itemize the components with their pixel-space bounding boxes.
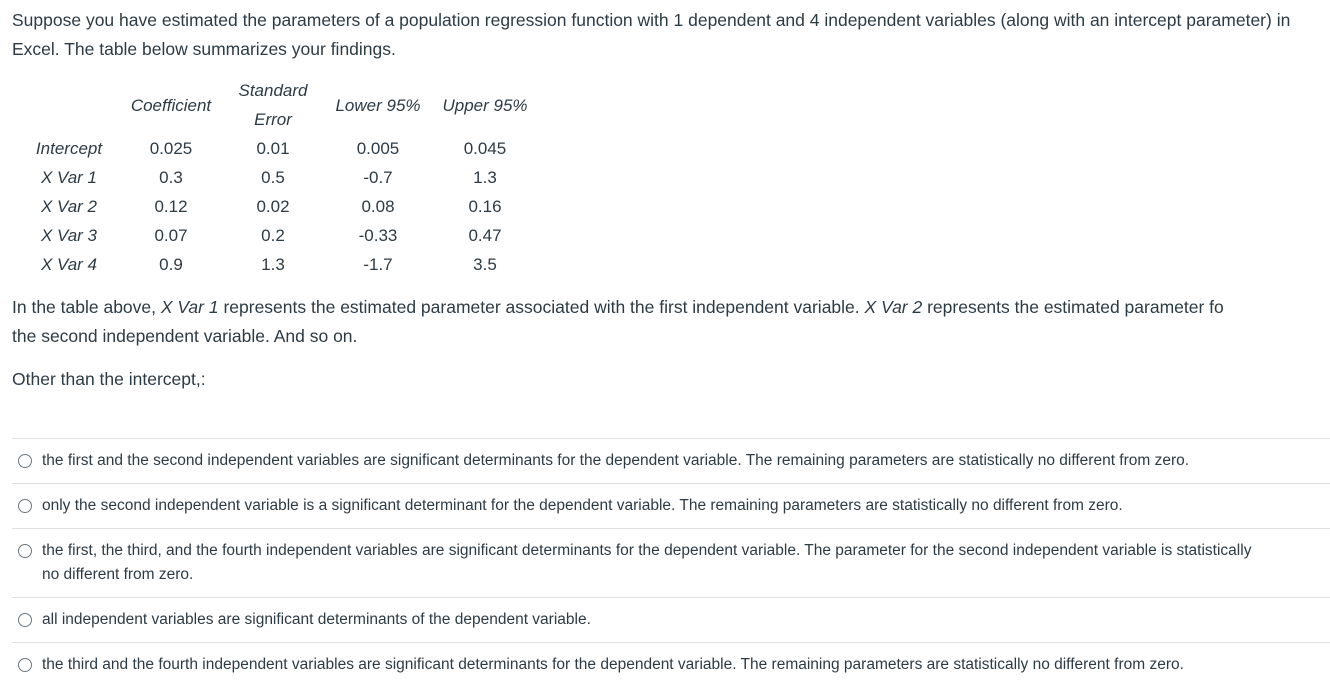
header-coefficient: Coefficient xyxy=(130,95,212,115)
table-header-row xyxy=(18,76,538,134)
table-cell: -1.7 xyxy=(363,254,393,274)
row-label: X Var 4 xyxy=(40,254,98,274)
table-cell: 0.16 xyxy=(468,196,502,216)
table-cell: 1.3 xyxy=(261,254,285,274)
row-label: X Var 2 xyxy=(40,196,98,216)
header-lower-95: Lower 95% xyxy=(335,95,421,115)
answer-text: all independent variables are significant determinants of the dependent variable. xyxy=(42,611,591,628)
table-cell: 0.07 xyxy=(154,225,188,245)
row-label: Intercept xyxy=(35,138,103,158)
explanation-var-name: X Var 1 xyxy=(160,297,219,317)
answer-option[interactable] xyxy=(12,483,1330,528)
table-row xyxy=(18,192,538,221)
row-label: X Var 3 xyxy=(40,225,98,245)
explanation-text: represents the estimated parameter fo xyxy=(922,297,1224,317)
header-upper-95: Upper 95% xyxy=(442,95,528,115)
radio-button[interactable] xyxy=(18,454,32,468)
table-row xyxy=(18,134,538,163)
answer-text: only the second independent variable is a significant determinant for the dependent variable. The remaining parameters are statistically no different from zero. xyxy=(42,497,1123,514)
table-cell: 0.045 xyxy=(463,138,507,158)
table-cell: -0.33 xyxy=(358,225,398,245)
table-cell: 1.3 xyxy=(473,167,497,187)
answer-text: the third and the fourth independent variables are significant determinants for the dependent variable. The remaining parameters are statistically no different from zero. xyxy=(42,656,1184,673)
table-row xyxy=(18,163,538,192)
answer-option[interactable] xyxy=(12,528,1330,597)
table-cell: 3.5 xyxy=(473,254,497,274)
explanation-line-1 xyxy=(12,293,1322,322)
table-cell: 0.02 xyxy=(256,196,290,216)
explanation-line-2: the second independent variable. And so on. xyxy=(12,326,358,346)
answer-text: the first and the second independent variables are significant determinants for the dependent variable. The remaining parameters are statistically no different from zero. xyxy=(42,452,1190,469)
table-cell: 0.12 xyxy=(154,196,188,216)
radio-button[interactable] xyxy=(18,658,32,672)
question-intro: Suppose you have estimated the parameters of a population regression function with 1 dependent and 4 independent variables (along with an intercept parameter) in Excel. The table below summarizes your findings. xyxy=(12,10,1291,59)
table-row xyxy=(18,250,538,279)
table-row xyxy=(18,221,538,250)
answer-text: the first, the third, and the fourth independent variables are significant determinants for the dependent variable. The parameter for the second independent variable is statistically no different from zero. xyxy=(42,542,1252,583)
question-prompt: Other than the intercept,: xyxy=(12,369,206,389)
answer-options xyxy=(12,438,1330,687)
table-cell: 0.01 xyxy=(256,138,290,158)
table-cell: 0.025 xyxy=(149,138,193,158)
answer-option[interactable] xyxy=(12,597,1330,642)
answer-option[interactable] xyxy=(12,438,1330,483)
table-cell: 0.08 xyxy=(361,196,395,216)
row-label: X Var 1 xyxy=(40,167,98,187)
table-cell: 0.2 xyxy=(261,225,285,245)
header-empty xyxy=(18,76,120,134)
table-cell: 0.005 xyxy=(356,138,400,158)
radio-button[interactable] xyxy=(18,544,32,558)
radio-button[interactable] xyxy=(18,613,32,627)
table-cell: 0.47 xyxy=(468,225,502,245)
explanation-var-name: X Var 2 xyxy=(864,297,923,317)
table-cell: 0.9 xyxy=(159,254,183,274)
answer-option[interactable] xyxy=(12,642,1330,687)
table-cell: 0.5 xyxy=(261,167,285,187)
table-cell: -0.7 xyxy=(363,167,393,187)
table-cell: 0.3 xyxy=(159,167,183,187)
regression-results-table xyxy=(18,76,538,279)
radio-button[interactable] xyxy=(18,499,32,513)
explanation-text: represents the estimated parameter associated with the first independent variable. xyxy=(218,297,865,317)
header-standard-error: Standard Error xyxy=(238,81,308,129)
explanation-text: In the table above, xyxy=(12,297,161,317)
